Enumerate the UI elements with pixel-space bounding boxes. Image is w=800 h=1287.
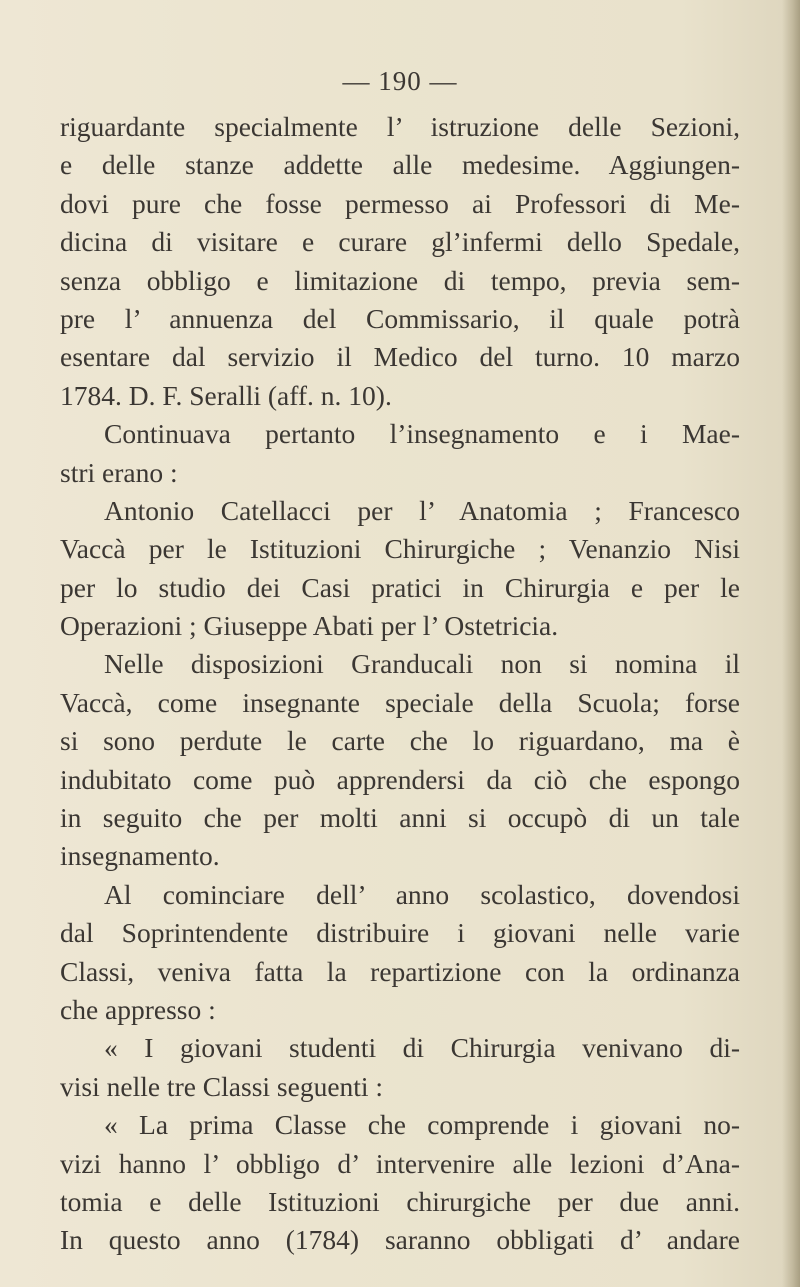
text-line: pre l’ annuenza del Commissario, il quale potrà: [60, 302, 740, 334]
paragraph-start-line: « La prima Classe che comprende i giovani no-: [104, 1109, 740, 1141]
text-line: dovi pure che fosse permesso ai Professori di Me-: [60, 187, 740, 219]
text-line: Operazioni ; Giuseppe Abati per l’ Ostetricia.: [60, 610, 559, 642]
paragraph-start-line: Antonio Catellacci per l’ Anatomia ; Francesco: [104, 494, 740, 526]
text-line: riguardante specialmente l’ istruzione delle Sezioni,: [60, 111, 740, 142]
text-line: In questo anno (1784) saranno obbligati d’ andare: [60, 1224, 740, 1256]
text-line: Classi, veniva fatta la repartizione con la ordinanza: [60, 955, 740, 987]
text-line: Vaccà, come insegnante speciale della Scuola; forse: [60, 686, 740, 718]
text-line: insegnamento.: [60, 840, 220, 872]
text-line: vizi hanno l’ obbligo d’ intervenire alle lezioni d’Ana-: [60, 1147, 740, 1179]
page-edge-shadow: [782, 0, 800, 1287]
text-line: e delle stanze addette alle medesime. Aggiungen-: [60, 149, 740, 181]
paragraph-start-line: Al cominciare dell’ anno scolastico, dovendosi: [104, 878, 740, 910]
paragraph-start-line: Continuava pertanto l’insegnamento e i Mae-: [104, 418, 740, 450]
text-line: si sono perdute le carte che lo riguardano, ma è: [60, 725, 740, 757]
text-line: tomia e delle Istituzioni chirurgiche per due anni.: [60, 1185, 740, 1217]
text-line: Vaccà per le Istituzioni Chirurgiche ; Venanzio Nisi: [60, 533, 740, 565]
text-line: che appresso :: [60, 993, 216, 1025]
text-line: esentare dal servizio il Medico del turno. 10 marzo: [60, 341, 740, 373]
paragraph-start-line: Nelle disposizioni Granducali non si nomina il: [104, 648, 740, 680]
text-line: senza obbligo e limitazione di tempo, previa sem-: [60, 264, 740, 296]
text-line: indubitato come può apprendersi da ciò che espongo: [60, 763, 740, 795]
paragraph-start-line: « I giovani studenti di Chirurgia venivano di-: [104, 1032, 740, 1064]
text-line: stri erano :: [60, 456, 178, 488]
text-line: dal Soprintendente distribuire i giovani nelle varie: [60, 917, 740, 949]
text-line: in seguito che per molti anni si occupò di un tale: [60, 802, 740, 834]
text-line: visi nelle tre Classi seguenti :: [60, 1070, 384, 1102]
page-number: — 190 —: [342, 66, 458, 96]
text-line: per lo studio dei Casi pratici in Chirurgia e per le: [60, 571, 740, 603]
body-text: [60, 108, 740, 1260]
text-line: dicina di visitare e curare gl’infermi dello Spedale,: [60, 226, 740, 258]
text-line: 1784. D. F. Seralli (aff. n. 10).: [60, 379, 392, 411]
